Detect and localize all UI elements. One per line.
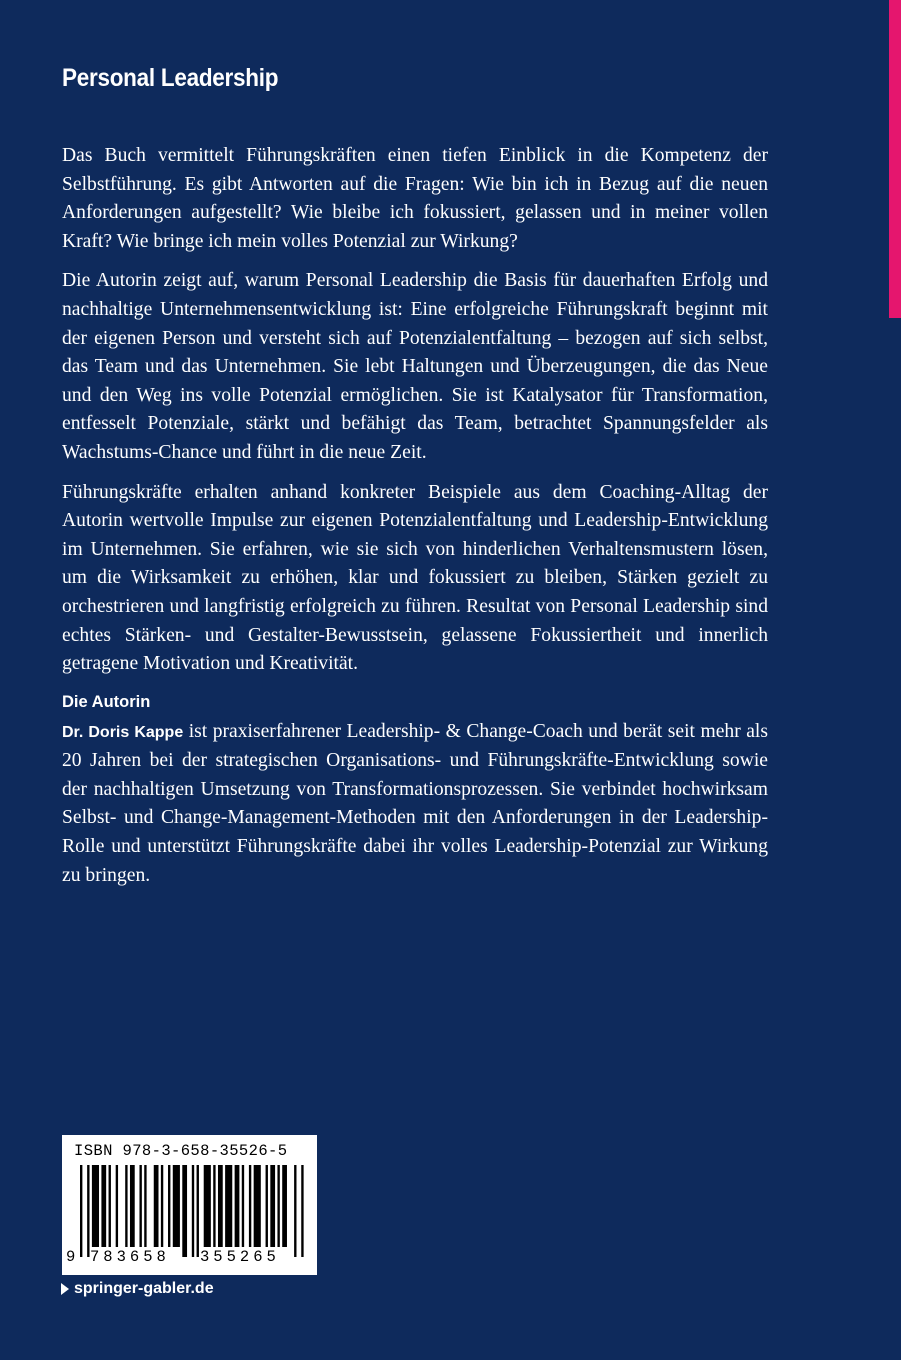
barcode-bar — [294, 1165, 296, 1257]
barcode-right-group: 355265 — [200, 1248, 280, 1266]
author-bio: ist praxiserfahrener Leadership- & Change-Coach und berät seit mehr als 20 Jahren bei der strategischen Organisations- und Führungskräfte-Entwicklung sowie der nachhaltigen Umsetzung von Transformationsprozessen. Sie verbindet hochwirksam Selbst- und Change-Management-Methoden mit den Anforderungen in der Leadership-Rolle und unterstützt Führungskräfte dabei ihr volles Leadership-Potenzial zur Wirkung zu bringen. — [62, 720, 769, 886]
publisher-website-link[interactable] — [61, 1280, 214, 1298]
barcode-bar — [218, 1165, 223, 1247]
barcode-first-digit: 9 — [66, 1248, 76, 1266]
barcode-bar — [235, 1165, 240, 1247]
accent-bar — [889, 0, 901, 318]
barcode-bar — [192, 1165, 194, 1257]
arrow-right-icon — [61, 1283, 69, 1295]
barcode-bar — [213, 1165, 215, 1247]
barcode-bar — [270, 1165, 275, 1247]
barcode-bar — [168, 1165, 170, 1247]
barcode-bar — [197, 1165, 199, 1257]
back-cover-text — [62, 142, 768, 901]
barcode-bar — [154, 1165, 159, 1247]
barcode-bar — [130, 1165, 135, 1247]
barcode-bar — [182, 1165, 187, 1257]
barcode-bar — [101, 1165, 106, 1247]
paragraph-leadership: Die Autorin zeigt auf, warum Personal Leadership die Basis für dauerhaften Erfolg und nachhaltige Unternehmensentwicklung ist: Eine erfolgreiche Führungskraft beginnt mit der eigenen Person und versteht sich auf Potenzialentfaltung – bezogen auf sich selbst, das Team und das Unternehmen. Sie lebt Haltungen und Überzeugungen, die das Neue und den Weg ins volle Potenzial ermöglichen. Sie ist Katalysator für Transformation, entfesselt Potenziale, stärkt und befähigt das Team, betrachtet Spannungsfelder als Wachstums-Chance und führt in die neue Zeit. — [62, 270, 768, 463]
author-bio-paragraph — [62, 718, 768, 891]
author-name: Dr. Doris Kappe — [62, 723, 184, 741]
barcode-bar — [92, 1165, 99, 1247]
barcode-bar — [225, 1165, 232, 1247]
barcode-bar — [116, 1165, 118, 1247]
paragraph-coaching: Führungskräfte erhalten anhand konkreter Beispiele aus dem Coaching-Alltag der Autorin wertvolle Impulse zur eigenen Potenzialentfaltung und Leadership-Entwicklung im Unternehmen. Sie erfahren, wie sie sich von hinderlichen Verhaltensmustern lösen, um die Wirksamkeit zu erhöhen, klar und fokussiert zu bleiben, Stärken gezielt zu orchestrieren und langfristig erfolgreich zu führen. Resultat von Personal Leadership sind echtes Stärken- und Gestalter-Bewusstsein, gelassene Fokussiertheit und innerlich getragene Motivation und Kreativität. — [62, 481, 768, 675]
barcode-bar — [266, 1165, 268, 1247]
barcode-bar — [254, 1165, 261, 1247]
barcode-bar — [301, 1165, 303, 1257]
barcode-bar — [87, 1165, 89, 1257]
paragraph-intro: Das Buch vermittelt Führungskräften einen tiefen Einblick in die Kompetenz der Selbstführung. Es gibt Antworten auf die Fragen: Wie bin ich in Bezug auf die neuen Anforderungen aufgestellt? Wie bleibe ich fokussiert, gelassen und in meiner vollen Kraft? Wie bringe ich mein volles Potenzial zur Wirkung? — [62, 145, 768, 252]
barcode-bar — [204, 1165, 211, 1247]
barcode-bar — [242, 1165, 244, 1247]
isbn-label: ISBN 978-3-658-35526-5 — [74, 1142, 288, 1160]
barcode-bar — [80, 1165, 82, 1257]
barcode-left-group: 783658 — [90, 1248, 170, 1266]
publisher-website: springer-gabler.de — [74, 1280, 214, 1297]
barcode-bar — [282, 1165, 287, 1247]
barcode-bar — [161, 1165, 163, 1247]
barcode-bar — [125, 1165, 127, 1247]
barcode-bar — [277, 1165, 279, 1247]
barcode-bar — [109, 1165, 111, 1247]
barcode-bar — [249, 1165, 251, 1247]
book-title: Personal Leadership — [62, 64, 279, 92]
barcode-bar — [173, 1165, 180, 1247]
author-heading: Die Autorin — [62, 692, 151, 711]
barcode-bar — [139, 1165, 141, 1247]
isbn-barcode — [62, 1135, 317, 1275]
barcode-bar — [144, 1165, 146, 1247]
